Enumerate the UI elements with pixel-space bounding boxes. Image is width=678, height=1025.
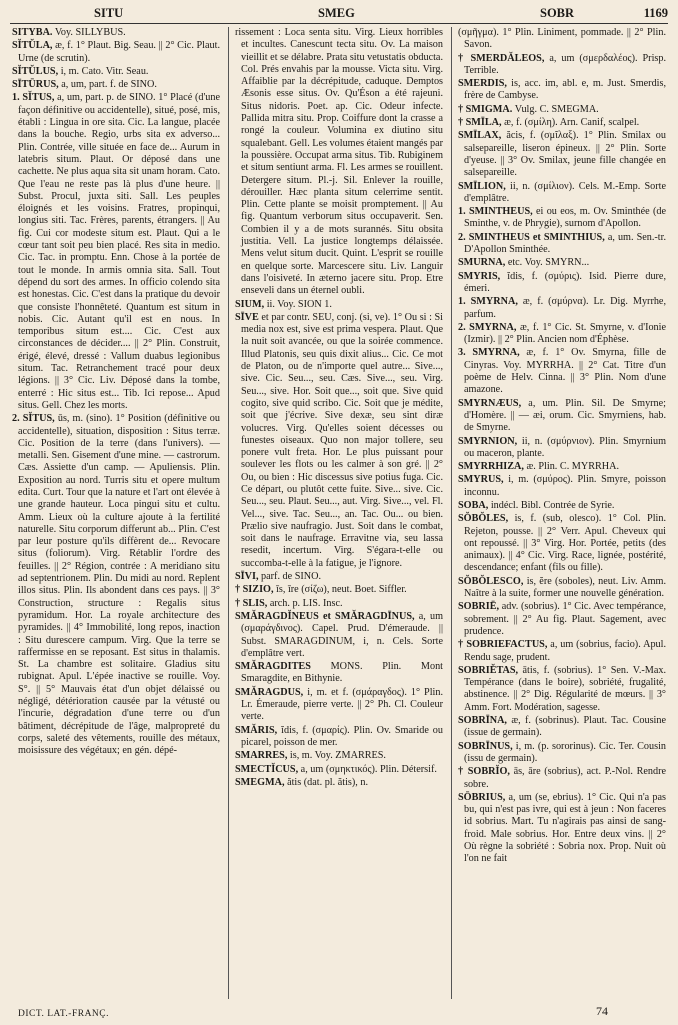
gathering-number: 74 bbox=[596, 1004, 608, 1018]
entry-headword: SOBRĪNA, bbox=[458, 715, 507, 727]
entry-headword: 1. SĬTUS, bbox=[12, 92, 55, 104]
entry-headword: SMURNA, bbox=[458, 257, 506, 269]
dictionary-entry bbox=[235, 598, 443, 610]
entry-definition: rissement : Loca senta situ. Virg. Lieux horribles et incultes. Canescunt tecta situ. Ov. La maison vieillit et se délabre. Prata situ vetustatis obducta. Col. Prés envahis par la mousse. Victa situ. Virg. Affaiblie par la décrépitude, caduque. Demptos Æsonis esse situs. Ov. Qu'Éson a été rajeuni. Situs nidoris. Poet. ap. Cic. Odeur infecte. Pallida mitra situ. Prop. Coiffure dont la crasse a rongé la couleur. Volumina ex diutino situ squalebant. Gell. Les volumes étaient mangés par la poussière. Occupat arma situs. Tib. Rubiginem et situm sentiunt arma. Fl. Les armes se rouillent. Detergere situm. Pl.-j. Sil. Enlever la rouille, dérouiller. Hæc planta situm celerrime sentit. Plin. Cette plante se moisit promptement. || Au fig. Quantum verborum situs occupaverit. Sen. Combien il y a de mots surannés. Situ obsita justitia. Vell. La justice longtemps délaissée. Mens velut situm ducit. Quint. L'esprit se rouille en quelque sorte. Marcescere situ. Liv. Languir dans l'oisiveté. In æterno jacere situ. Prop. Etre enseveli dans un éternel oubli. bbox=[235, 27, 443, 297]
entry-definition: a, um (σμαράγδινος). Capel. Prud. D'émeraude. || Subst. SMARAGDINUM, i, n. Cels. Sorte d'emplâtre vert. bbox=[241, 610, 443, 659]
entry-definition: parf. de SINO. bbox=[261, 571, 322, 583]
dictionary-entry bbox=[235, 764, 443, 776]
entry-definition: æ, f. (σμύρνα). Lr. Dig. Myrrhe, parfum. bbox=[464, 296, 667, 320]
entry-headword: SŎBŎLESCO, bbox=[458, 575, 524, 587]
dictionary-entry bbox=[458, 347, 666, 396]
entry-headword: SMARRES, bbox=[235, 750, 288, 762]
entry-headword: 1. SMYRNA, bbox=[458, 296, 518, 308]
entry-definition: ii, n. (σμύρνιον). Plin. Smyrnium ou maceron, plante. bbox=[464, 435, 667, 459]
signature-mark: DICT. LAT.-FRANÇ. bbox=[18, 1009, 110, 1019]
running-header bbox=[10, 6, 668, 24]
entry-headword: SIUM, bbox=[235, 298, 265, 310]
dictionary-entry bbox=[458, 322, 666, 347]
entry-definition: arch. p. LIS. Insc. bbox=[269, 597, 343, 609]
dictionary-entry bbox=[458, 104, 666, 116]
entry-definition: a, um, part. f. de SINO. bbox=[61, 79, 157, 91]
entry-headword: SĪVI, bbox=[235, 571, 259, 583]
dictionary-entry bbox=[235, 725, 443, 750]
dictionary-entry bbox=[458, 206, 666, 231]
dictionary-entry bbox=[235, 571, 443, 583]
entry-headword: † SMIGMA. bbox=[458, 103, 513, 115]
dictionary-entry bbox=[458, 474, 666, 499]
entry-definition: Voy. SILLYBUS. bbox=[54, 27, 126, 38]
entry-headword: † SLIS, bbox=[235, 597, 268, 609]
dictionary-entry bbox=[235, 687, 443, 724]
dictionary-entry bbox=[458, 715, 666, 740]
entry-headword: SMĂRAGDUS, bbox=[235, 686, 304, 698]
entry-headword: SMĪLAX, bbox=[458, 130, 502, 142]
entry-definition: ii, n. (σμίλιον). Cels. M.-Emp. Sorte d'emplâtre. bbox=[464, 180, 666, 204]
entry-definition: a, um. Sen.-tr. D'Apollon Sminthée. bbox=[464, 231, 666, 256]
dictionary-entry bbox=[12, 66, 220, 78]
entry-headword: SĪTŪRUS, bbox=[12, 79, 59, 91]
entry-definition: īs, īre (σίζω), neut. Boet. Siffler. bbox=[276, 584, 407, 596]
header-right-guide-word: SOBR bbox=[540, 6, 575, 20]
entry-definition: æ, f. 1° Cic. St. Smyrne, v. d'Ionie (Izmir). || 2° Plin. Ancien nom d'Éphèse. bbox=[464, 321, 667, 346]
dictionary-entry bbox=[235, 584, 443, 596]
entry-headword: SĬTŬLA, bbox=[12, 40, 53, 52]
column-3 bbox=[451, 27, 668, 999]
dictionary-entry bbox=[235, 611, 443, 660]
entry-definition: ătis (dat. pl. ătis), n. bbox=[287, 776, 368, 788]
entry-definition: a, um (se, ebrius). 1° Cic. Qui n'a pas bu, qui n'est pas ivre, qui est à jeun : Non faceres id sobrius. Mart. Tu n'agirais pas ainsi de sang-froid. Male sobrius. Hor. Entre deux vins. || 2° Où règne la sobriété : Sobria nox. Prop. Nuit où l'on ne fait bbox=[464, 791, 666, 865]
entry-definition: ei ou eos, m. Ov. Sminthée (de Sminthe, v. de Phrygie), surnom d'Apollon. bbox=[464, 206, 667, 230]
dictionary-entry bbox=[458, 601, 666, 638]
entry-headword: SOBA, bbox=[458, 499, 489, 511]
dictionary-entry bbox=[458, 27, 666, 52]
entry-definition: ii. Voy. SION 1. bbox=[266, 298, 332, 310]
dictionary-entry bbox=[458, 181, 666, 206]
entry-definition: ăcis, f. (σμῖλαξ). 1° Plin. Smilax ou salsepareille, liseron épineux. || 2° Plin. Sorte d'yeuse. || 3° Ov. Smilax, jeune fille changée en salsepareille. bbox=[464, 130, 666, 179]
dictionary-entry bbox=[458, 296, 666, 321]
entry-headword: 1. SMINTHEUS, bbox=[458, 206, 533, 218]
entry-headword: SMERDIS, bbox=[458, 78, 507, 90]
entry-definition: a, um (σμερδαλέος). Prisp. Terrible. bbox=[464, 52, 666, 76]
column-2 bbox=[228, 27, 445, 999]
entry-headword: SMĂRIS, bbox=[235, 724, 278, 736]
dictionary-entry bbox=[12, 27, 220, 39]
entry-headword: † SOBRĬO, bbox=[458, 766, 510, 778]
entry-definition: æ. Plin. C. MYRRHA. bbox=[526, 461, 620, 473]
header-center-guide-word: SMEG bbox=[318, 6, 355, 20]
entry-definition: i, m. (p. sororinus). Cic. Ter. Cousin (issu de germain). bbox=[464, 740, 667, 764]
entry-definition: i, m. Cato. Vitr. Seau. bbox=[60, 65, 149, 77]
dictionary-entry bbox=[235, 27, 443, 298]
entry-headword: † SMERDĂLEOS, bbox=[458, 52, 545, 64]
entry-definition: ĭdis, f. (σμαρίς). Plin. Ov. Smaride ou picarel, poisson de mer. bbox=[241, 724, 443, 748]
entry-definition: etc. Voy. SMYRN... bbox=[507, 257, 590, 269]
entry-definition: ūs, m. (sino). 1° Position (définitive ou accidentelle), situation, disposition : Situs terræ. Cic. Position de la terre (dans l'univers). — metalli. Sen. Gisement d'une mine. — castrorum. Cæs. Assiette d'un camp. — Apuliensis. Plin. Exposition au nord. Turris situ et opere multum edita. Curt. Tour que la nature et l'art ont élevée à une grande hauteur. Loca pingui situ et cultu. Amm. Lieux où la culture ajoute à la fertilité naturelle. Situ corporum differunt ab... Plin. C'est par leur posture qu'ils diffèrent de... Revocare situs (foliorum). Virg. Rétablir l'ordre des feuilles. || 2° Région, contrée : A meridiano situ ad septentrionem. Plin. Du midi au nord. Replent illos situs. Plin. Ils abondent dans ces pays. || 3° Construction, structure : Regalis situs pyramidum. Hor. La royale architecture des pyramides. || 4° Immobilité, long repos, inaction : Situ durescere campum. Virg. Que la terre se raffermisse en se reposant. Est situs in thalamis. St. La chambre est solitaire. Gladius situ rubignat. Apul. L'épée inactive se rouille. Voy. S°. || 5° Mauvais état d'un objet délaissé ou négligé, détérioration causée par la vétusté ou l'incurie, dégradation d'une terre ou d'un bâtiment, décrépitude de l'âge, malpropreté du corps, saleté des vêtements, rouille des métaux, moisissure des végétaux; en gén. dépé- bbox=[18, 413, 220, 757]
entry-definition: ātis, f. (sobrius). 1° Sen. V.-Max. Tempérance (dans le boire), sobriété, frugalité, abstinence. || 2° Dig. Régularité de mœurs. || 3° Amm. Fort. Modération, sagesse. bbox=[464, 664, 667, 713]
entry-headword: SMĂRAGDITES bbox=[235, 661, 311, 673]
dictionary-entry bbox=[458, 461, 666, 473]
entry-headword: SITYBA. bbox=[12, 27, 53, 38]
dictionary-entry bbox=[458, 500, 666, 512]
entry-definition: Vulg. C. SMEGMA. bbox=[514, 103, 599, 115]
page-number: 1169 bbox=[643, 6, 668, 20]
column-1 bbox=[10, 27, 222, 999]
entry-definition: et par contr. SEU, conj. (si, ve). 1° Ou si : Si media nox est, sive est prima vespera. Plaut. Que la nuit soit avancée, ou que la soirée commence. Illud Platonis, seu quis dixit alius... Cic. Ce mot de Platon, ou de n'importe quel autre... Sive..., sive. Cic. Seu..., seu. Cæs. Sive..., seu. Virg. Seu..., sive. Hor. Soit que..., soit que. Sive quid cogito, sive quid scribo. Cic. Soit que je médite, soit que j'écrive. Sive dexæ, seu sint diræ volucres. Virg. Qu'elles soient décesses ou funestes oiseaux. Quo non major tollere, seu ponere vult freta. Hor. Le plus puissant pour soulever les flots ou les calmer à son gré. || 2° Ou, ou bien : Hic discessus sive potius fuga. Cic. Ce départ, ou plutôt cette fuite. Sive... sive. Cic. Seu..., seu. Plaut. Seu..., aut. Virg. Sive..., vel. Fl. Vel..., sive. Tac. Seu..., an. Tac. Ou... ou bien. Prælio sive naufragio. Just. Soit dans le combat, soit dans le naufrage. Erravitne via, seu lassa resedit, incertum. Virg. S'égara-t-elle ou succomba-t-elle à la fatigue, je l'ignore. bbox=[241, 311, 444, 569]
entry-headword: 2. SMYRNA, bbox=[458, 321, 517, 333]
entry-headword: SMYRNION, bbox=[458, 435, 518, 447]
entry-headword: SMYRUS, bbox=[458, 474, 504, 486]
dictionary-entry bbox=[458, 130, 666, 179]
dictionary-entry bbox=[12, 413, 220, 757]
entry-definition: æ, f. (sobrinus). Plaut. Tac. Cousine (issue de germain). bbox=[464, 715, 666, 739]
entry-headword: SMĂRAGDĬNEUS et SMĂRAGDĪNUS, bbox=[235, 610, 415, 622]
entry-definition: is, m. Voy. ZMARRES. bbox=[289, 750, 386, 762]
dictionary-entry bbox=[458, 232, 666, 257]
entry-headword: † SMĪLA, bbox=[458, 117, 502, 129]
dictionary-entry bbox=[235, 661, 443, 686]
entry-headword: SOBRIĔTAS, bbox=[458, 664, 519, 676]
entry-headword: SMYRIS, bbox=[458, 270, 501, 282]
entry-headword: SMECTĬCUS, bbox=[235, 763, 299, 775]
entry-definition: a, um. Plin. Sil. De Smyrne; d'Homère. || — æi, orum. Cic. Smyrniens, hab. de Smyrne. bbox=[464, 397, 667, 434]
entry-definition: MONS. Plin. Mont Smaragdite, en Bithynie. bbox=[241, 661, 443, 685]
dictionary-entry bbox=[458, 257, 666, 269]
entry-headword: 3. SMYRNA, bbox=[458, 347, 520, 359]
dictionary-entry bbox=[458, 741, 666, 766]
entry-headword: SOBRĪNUS, bbox=[458, 740, 513, 752]
entry-headword: 2. SMINTHEUS et SMINTHIUS, bbox=[458, 231, 605, 243]
entry-headword: SŌBRIUS, bbox=[458, 791, 506, 803]
dictionary-entry bbox=[458, 576, 666, 601]
entry-headword: SMYRRHIZA, bbox=[458, 461, 524, 473]
dictionary-entry bbox=[235, 777, 443, 789]
dictionary-entry bbox=[458, 792, 666, 866]
dictionary-entry bbox=[458, 513, 666, 574]
entry-headword: SMYRNÆUS, bbox=[458, 397, 522, 409]
header-rule bbox=[10, 23, 668, 24]
dictionary-entry bbox=[235, 750, 443, 762]
entry-definition: is, ĕre (soboles), neut. Liv. Amm. Naître à la suite, former une nouvelle génération. bbox=[464, 575, 667, 600]
entry-definition: (σμῆγμα). 1° Plin. Liniment, pommade. || 2° Plin. Savon. bbox=[458, 27, 666, 51]
dictionary-entry bbox=[458, 436, 666, 461]
dictionary-entry bbox=[458, 271, 666, 296]
entry-definition: a, um (σμηκτικός). Plin. Détersif. bbox=[300, 763, 437, 775]
header-left-guide-word: SITU bbox=[94, 6, 124, 20]
dictionary-entry bbox=[458, 117, 666, 129]
entry-definition: æ, f. 1° Plaut. Big. Seau. || 2° Cic. Plaut. Urne (de scrutin). bbox=[18, 40, 221, 64]
dictionary-entry bbox=[458, 53, 666, 78]
entry-headword: SMEGMA, bbox=[235, 776, 285, 788]
dictionary-entry bbox=[235, 312, 443, 570]
entry-definition: i, m. (σμύρος). Plin. Smyre, poisson inconnu. bbox=[464, 474, 667, 498]
entry-headword: † SIZIO, bbox=[235, 584, 274, 596]
dictionary-entry bbox=[458, 639, 666, 664]
entry-headword: † SOBRIEFACTUS, bbox=[458, 639, 548, 651]
entry-headword: SMĪLION, bbox=[458, 180, 506, 192]
page-footer bbox=[10, 1003, 668, 1019]
entry-definition: a, um, part. p. de SINO. 1° Placé (d'une façon définitive ou accidentelle), situé, posé, mis, établi : Lingua in ore sita. Cic. La langue, placée dans la bouche. Regio, urbs sita ex adverso... Plin. Contrée, ville située en face de... Aurum in latebris situm. Plaut. Or déposé dans une cachette. Ne plus aqua sita sit unam horam. Cato. Que l'eau ne reste pas là plus d'une heure. || Subst. Procul, juxta siti. Sall. Les peuples éloignés et les voisins. Fratres, propinqui, longius siti. Tac. Frères, parents, étrangers. || Au fig. Cui cor modeste situm est. Plaut. Qui a le cœur tant soit peu bien placé. Res sita in medio. Cic. Tac. in promptu. Enn. Chose à la portée de tout le monde. In armis omnia sita. Sall. Tout dépend du sort des armes. In officio colendo sita est honestas. Cic. C'est dans la pratique du devoir que consiste l'honnêteté. Quantum est situm in nobis. Cic. Autant qu'il est en nous. In temporibus situm est.... Cic. C'est aux circonstances de décider.... || 2° Plin. Construit, érigé, élevé, dressé : Vallum duabus legionibus situm. Tac. Retranchement tracé pour deux légions. || 3° Cic. Liv. Déposé dans la tombe, enterré : Hic situs est... Tib. Ici repose... Apud situs. Gell. Chez les morts. bbox=[18, 92, 220, 411]
entry-definition: ās, āre (sobrius), act. P.-Nol. Rendre sobre. bbox=[464, 766, 666, 790]
entry-definition: is, acc. im, abl. e, m. Just. Smerdis, frère de Cambyse. bbox=[464, 78, 667, 102]
dictionary-entry bbox=[458, 398, 666, 435]
entry-definition: a, um (sobrius, facio). Apul. Rendu sage, prudent. bbox=[464, 639, 667, 663]
entry-definition: æ, f. (σμίλη). Arn. Canif, scalpel. bbox=[504, 117, 640, 129]
entry-definition: i, m. et f. (σμάραγδος). 1° Plin. Lr. Émeraude, pierre verte. || 2° Ph. Cl. Couleur verte. bbox=[241, 686, 444, 723]
dictionary-entry bbox=[12, 79, 220, 91]
entry-definition: æ, f. 1° Ov. Smyrna, fille de Cinyras. Voy. MYRRHA. || 2° Cat. Titre d'un poème de Helv. Cinna. || 3° Plin. Nom d'une amazone. bbox=[464, 347, 667, 396]
entry-definition: indécl. Bibl. Contrée de Syrie. bbox=[490, 499, 615, 511]
dictionary-entry bbox=[235, 299, 443, 311]
dictionary-columns bbox=[10, 27, 668, 999]
dictionary-entry bbox=[458, 78, 666, 103]
dictionary-entry bbox=[458, 766, 666, 791]
entry-definition: adv. (sobrius). 1° Cic. Avec tempérance, sobrement. || 2° Au fig. Plaut. Sagement, avec prudence. bbox=[464, 601, 667, 637]
dictionary-entry bbox=[12, 92, 220, 412]
entry-headword: SŎBŎLES, bbox=[458, 513, 509, 525]
dictionary-entry bbox=[12, 40, 220, 65]
entry-headword: SĪVE bbox=[235, 311, 259, 323]
entry-headword: SOBRIĒ, bbox=[458, 601, 500, 613]
dictionary-entry bbox=[458, 665, 666, 714]
entry-headword: SĬTŬLUS, bbox=[12, 65, 59, 77]
entry-headword: 2. SĬTUS, bbox=[12, 413, 55, 425]
entry-definition: ĭdis, f. (σμύρις). Isid. Pierre dure, émeri. bbox=[464, 270, 666, 294]
entry-definition: is, f. (sub, olesco). 1° Col. Plin. Rejeton, pousse. || 2° Verr. Apul. Cheveux qui ont repoussé. || 3° Virg. Hor. Portée, petits (des animaux). || 4° Cic. Virg. Race, lignée, postérité, descendance; enfant (fils ou fille). bbox=[464, 513, 666, 574]
